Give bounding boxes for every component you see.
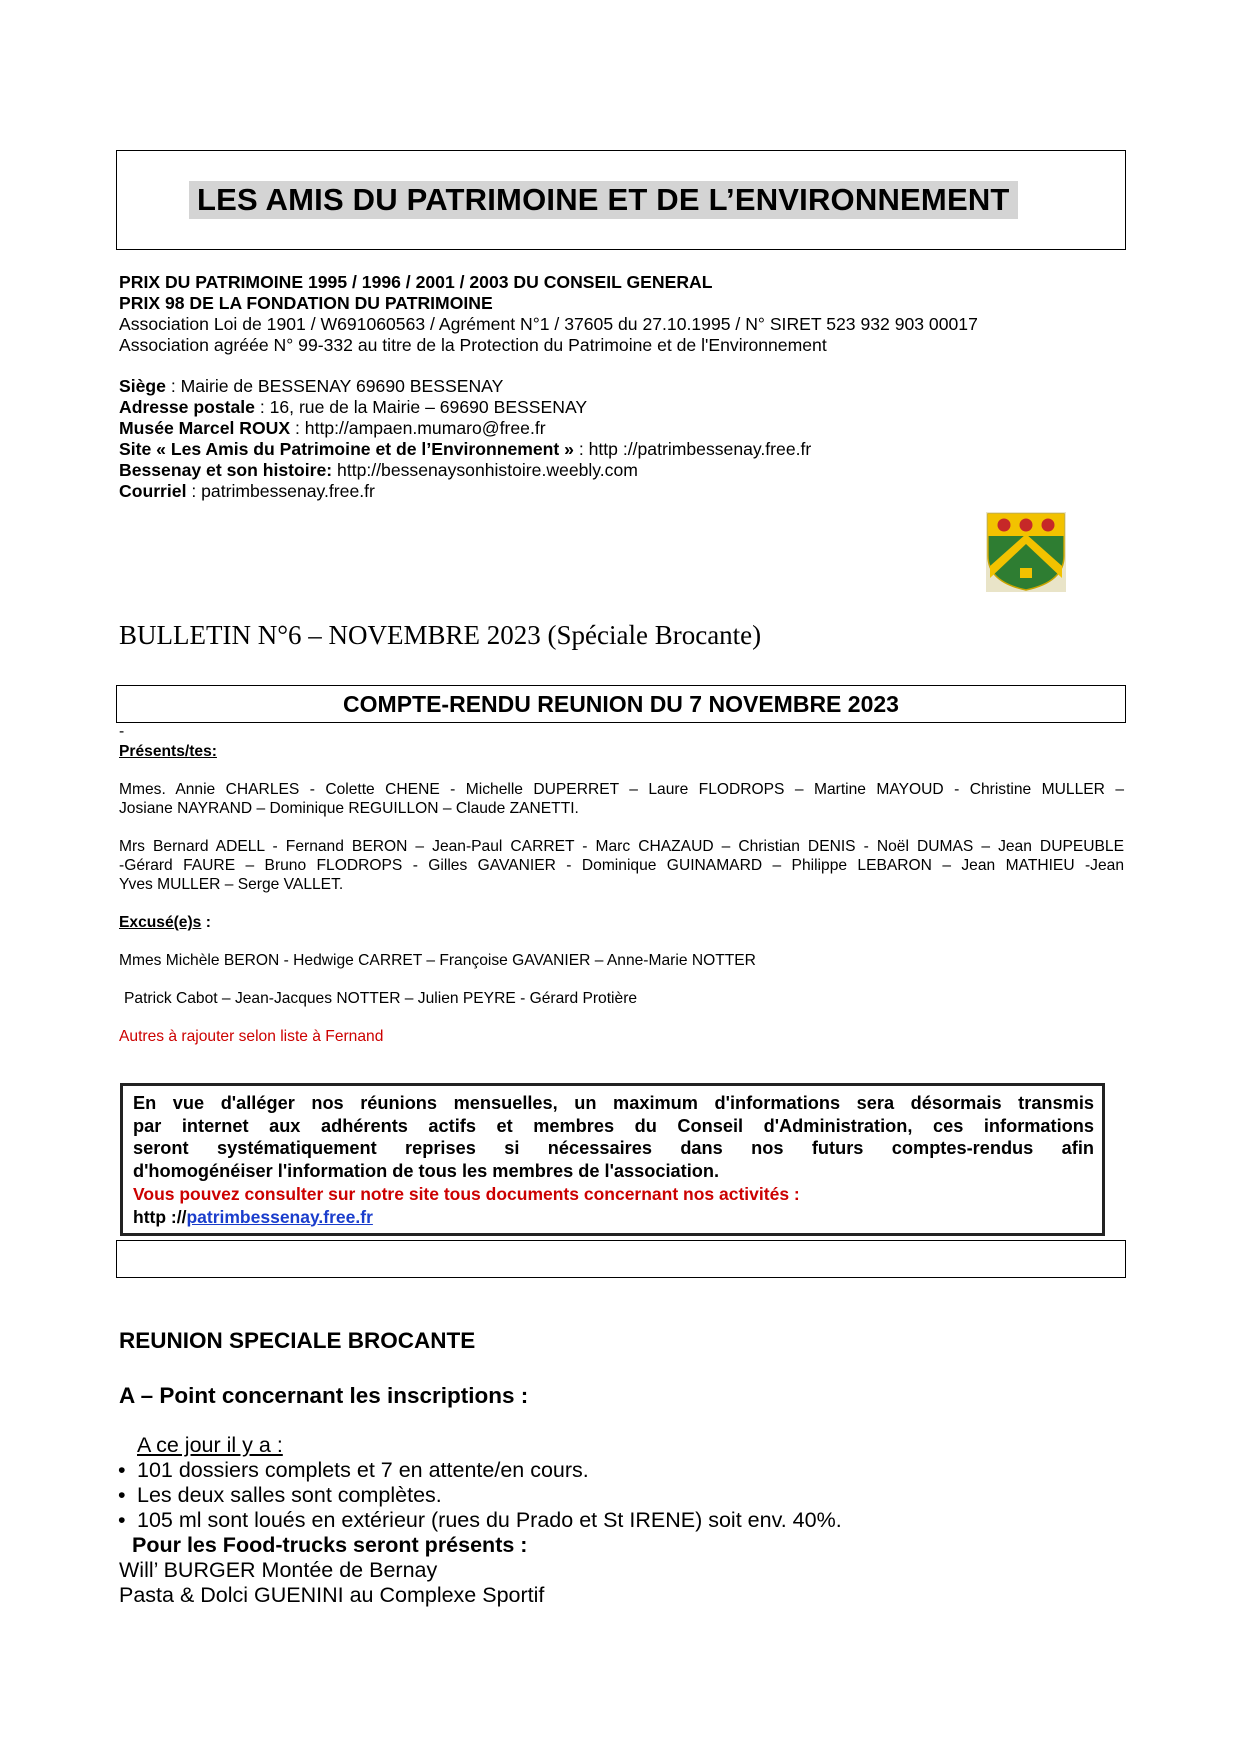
info-url-line [133,1206,1094,1229]
autres-note: Autres à rajouter selon liste à Fernand [119,1028,384,1045]
histoire-label: Bessenay et son histoire: [119,460,333,480]
adresse-line [119,397,811,418]
info-box [120,1083,1105,1236]
foodtrucks-label: Pour les Food-trucks seront présents : [132,1533,528,1557]
excuses-heading [119,913,211,932]
info-line-2: par internet aux adhérents actifs et membres du Conseil d'Administration, ces informations [133,1115,1094,1136]
url-prefix: http :// [133,1206,187,1227]
association-line-1: Association Loi de 1901 / W691060563 / Agrément N°1 / 37605 du 27.10.1995 / N° SIRET 523 932 903 00017 [119,314,978,334]
siege-value: : Mairie de BESSENAY 69690 BESSENAY [165,376,504,396]
presents-mrs-line-3: Yves MULLER – Serge VALLET. [119,876,344,893]
presents-mmes [119,780,1124,818]
site-link[interactable]: patrimbessenay.free.fr [186,1206,373,1227]
presents-label: Présents/tes: [119,743,217,760]
section-a-title: A – Point concernant les inscriptions : [119,1383,529,1408]
siege-label: Siège [119,376,166,396]
info-line-3: seront systématiquement reprises si nécessaires dans nos futurs comptes-rendus afin [133,1138,1094,1159]
contact-info [119,376,811,502]
excuses-colon: : [201,914,211,931]
ce-jour-label: A ce jour il y a : [137,1433,283,1457]
list-item-text: 101 dossiers complets et 7 en attente/en cours. [137,1458,589,1482]
excuses-mmes: Mmes Michèle BERON - Hedwige CARRET – Françoise GAVANIER – Anne-Marie NOTTER [119,952,756,969]
association-header [119,272,978,356]
excuses-label: Excusé(e)s [119,914,202,931]
site-value: : http ://patrimbessenay.free.fr [573,439,812,459]
bullet-icon: • [118,1458,126,1482]
musee-line [119,418,811,439]
compte-rendu-title: COMPTE-RENDU REUNION DU 7 NOVEMBRE 2023 [116,685,1126,723]
histoire-value: http://bessenaysonhistoire.weebly.com [332,460,638,480]
site-line [119,439,811,460]
musee-label: Musée Marcel ROUX [119,418,291,438]
prix-line-2: PRIX 98 DE LA FONDATION DU PATRIMOINE [119,293,493,313]
page-title: LES AMIS DU PATRIMOINE ET DE L’ENVIRONNEMENT [189,181,1018,219]
courriel-value: : patrimbessenay.free.fr [186,481,375,501]
list-item [118,1458,842,1483]
list-item [118,1508,842,1533]
coat-of-arms-icon [986,512,1066,592]
presents-mrs-line-1: Mrs Bernard ADELL - Fernand BERON – Jean-Paul CARRET - Marc CHAZAUD – Christian DENIS - Noël DUMAS – Jean DUPEUBLE [119,838,1124,855]
info-red-line: Vous pouvez consulter sur notre site tous documents concernant nos activités : [133,1183,800,1204]
musee-value: : http://ampaen.mumaro@free.fr [290,418,546,438]
presents-mrs [119,837,1124,894]
list-item-text: 105 ml sont loués en extérieur (rues du Prado et St IRENE) soit env. 40%. [137,1508,842,1532]
list-item-text: Les deux salles sont complètes. [137,1483,442,1507]
list-item [118,1483,842,1508]
prix-line-1: PRIX DU PATRIMOINE 1995 / 1996 / 2001 / 2003 DU CONSEIL GENERAL [119,272,713,292]
excuses-mrs: Patrick Cabot – Jean-Jacques NOTTER – Julien PEYRE - Gérard Protière [124,990,638,1007]
info-line-4: d'homogénéiser l'information de tous les membres de l'association. [133,1161,720,1182]
inscriptions-list [118,1458,842,1533]
courriel-line [119,481,811,502]
dash: - [119,723,125,740]
bulletin-title: BULLETIN N°6 – NOVEMBRE 2023 (Spéciale Brocante) [119,620,762,650]
site-label: Site « Les Amis du Patrimoine et de l’Environnement » [119,439,574,459]
title-box [116,150,1126,250]
presents-mmes-line-1: Mmes. Annie CHARLES - Colette CHENE - Michelle DUPERRET – Laure FLODROPS – Martine MAYOUD - Christine MULLER – [119,781,1124,798]
bullet-icon: • [118,1508,126,1532]
bullet-icon: • [118,1483,126,1507]
histoire-line [119,460,811,481]
adresse-value: : 16, rue de la Mairie – 69690 BESSENAY [254,397,588,417]
foodtruck-1: Will’ BURGER Montée de Bernay [119,1558,438,1582]
reunion-title: REUNION SPECIALE BROCANTE [119,1328,476,1353]
association-line-2: Association agréée N° 99-332 au titre de la Protection du Patrimoine et de l'Environnement [119,335,827,355]
info-line-1: En vue d'alléger nos réunions mensuelles, un maximum d'informations sera désormais transmis [133,1093,1094,1113]
adresse-label: Adresse postale [119,397,255,417]
presents-mmes-line-2: Josiane NAYRAND – Dominique REGUILLON – Claude ZANETTI. [119,800,579,817]
courriel-label: Courriel [119,481,187,501]
presents-mrs-line-2: -Gérard FAURE – Bruno FLODROPS - Gilles GAVANIER - Dominique GUINAMARD – Philippe LEBARON – Jean MATHIEU -Jean [119,857,1124,874]
foodtruck-2: Pasta & Dolci GUENINI au Complexe Sportif [119,1583,545,1607]
siege-line [119,376,811,397]
empty-box [116,1240,1126,1278]
